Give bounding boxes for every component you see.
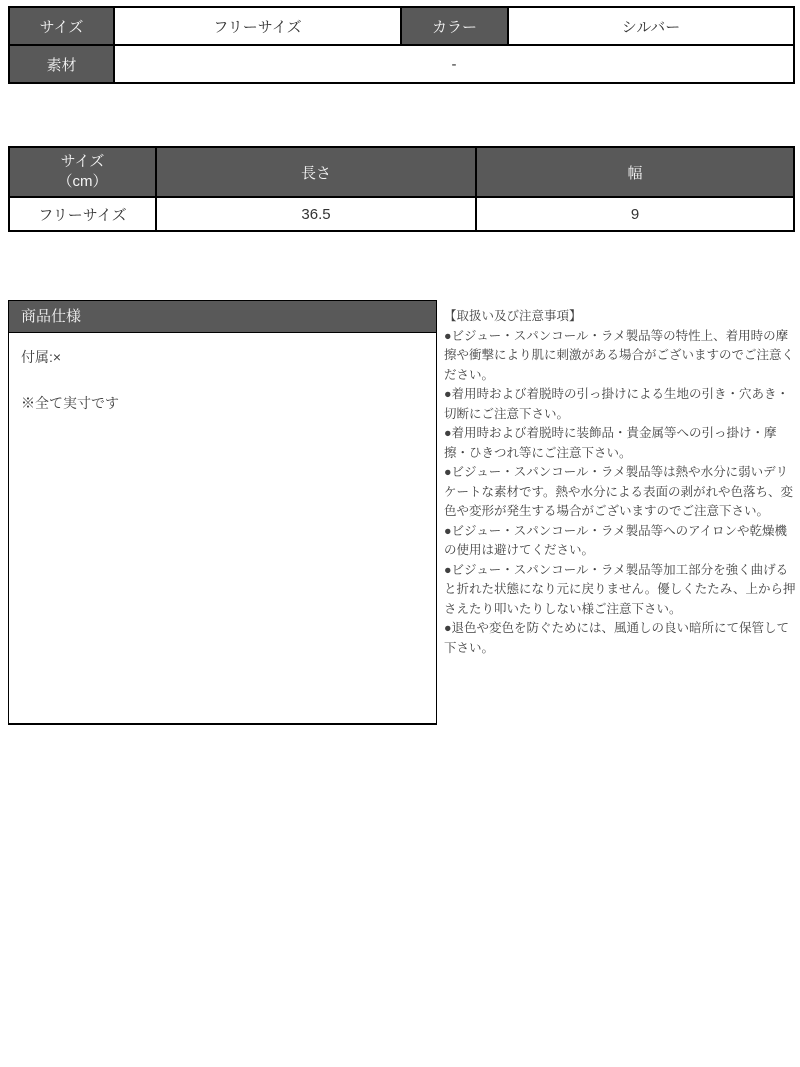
size-cm-header-line1: サイズ — [60, 153, 105, 170]
table-row — [9, 7, 794, 45]
spec-line-accessories: 付属:× — [21, 349, 62, 365]
note-item: ●着用時および着脱時に装飾品・貴金属等への引っ掛け・摩擦・ひきつれ等にご注意下さい。 — [444, 426, 777, 460]
size-cm-header-line2: （cm） — [57, 173, 108, 190]
product-spec-title: 商品仕様 — [9, 301, 436, 333]
size-cm-header-cell — [9, 147, 156, 197]
note-item: ●退色や変色を防ぐためには、風通しの良い暗所にて保管して下さい。 — [444, 621, 790, 655]
size-color-material-table — [8, 6, 795, 84]
handling-notes-title: 【取扱い及び注意事項】 — [444, 309, 582, 323]
note-item: ●ビジュー・スパンコール・ラメ製品等は熱や水分に弱いデリケートな素材です。熱や水分による表面の剥がれや色落ち、変色や変形が発生する場合がございますのでご注意下さい。 — [444, 465, 794, 518]
measurement-table — [8, 146, 795, 232]
material-value-cell: - — [114, 45, 794, 83]
product-spec-body — [9, 333, 436, 427]
table-row — [9, 45, 794, 83]
handling-notes — [444, 307, 796, 658]
note-item: ●ビジュー・スパンコール・ラメ製品等の特性上、着用時の摩擦や衝撃により肌に刺激がある場合がございますのでご注意ください。 — [444, 328, 795, 382]
size-value-cell: フリーサイズ — [114, 7, 401, 45]
material-label-cell: 素材 — [9, 45, 114, 83]
length-header-cell: 長さ — [156, 147, 476, 197]
note-item: ●ビジュー・スパンコール・ラメ製品等加工部分を強く曲げると折れた状態になり元に戻りません。優しくたたみ、上から押さえたり叩いたりしない様ご注意下さい。 — [444, 562, 796, 616]
row-width-cell: 9 — [476, 197, 794, 231]
row-size-cell: フリーサイズ — [9, 197, 156, 231]
color-label-cell: カラー — [401, 7, 508, 45]
product-spec-box — [8, 300, 437, 725]
width-header-cell: 幅 — [476, 147, 794, 197]
measurement-header-row — [9, 147, 794, 197]
row-length-cell: 36.5 — [156, 197, 476, 231]
note-item: ●着用時および着脱時の引っ掛けによる生地の引き・穴あき・切断にご注意下さい。 — [444, 387, 790, 421]
note-item: ●ビジュー・スパンコール・ラメ製品等へのアイロンや乾燥機の使用は避けてください。 — [444, 523, 788, 557]
measurement-data-row — [9, 197, 794, 231]
spec-line-actual-measure: ※全て実寸です — [21, 395, 119, 411]
size-label-cell: サイズ — [9, 7, 114, 45]
color-value-cell: シルバー — [508, 7, 794, 45]
